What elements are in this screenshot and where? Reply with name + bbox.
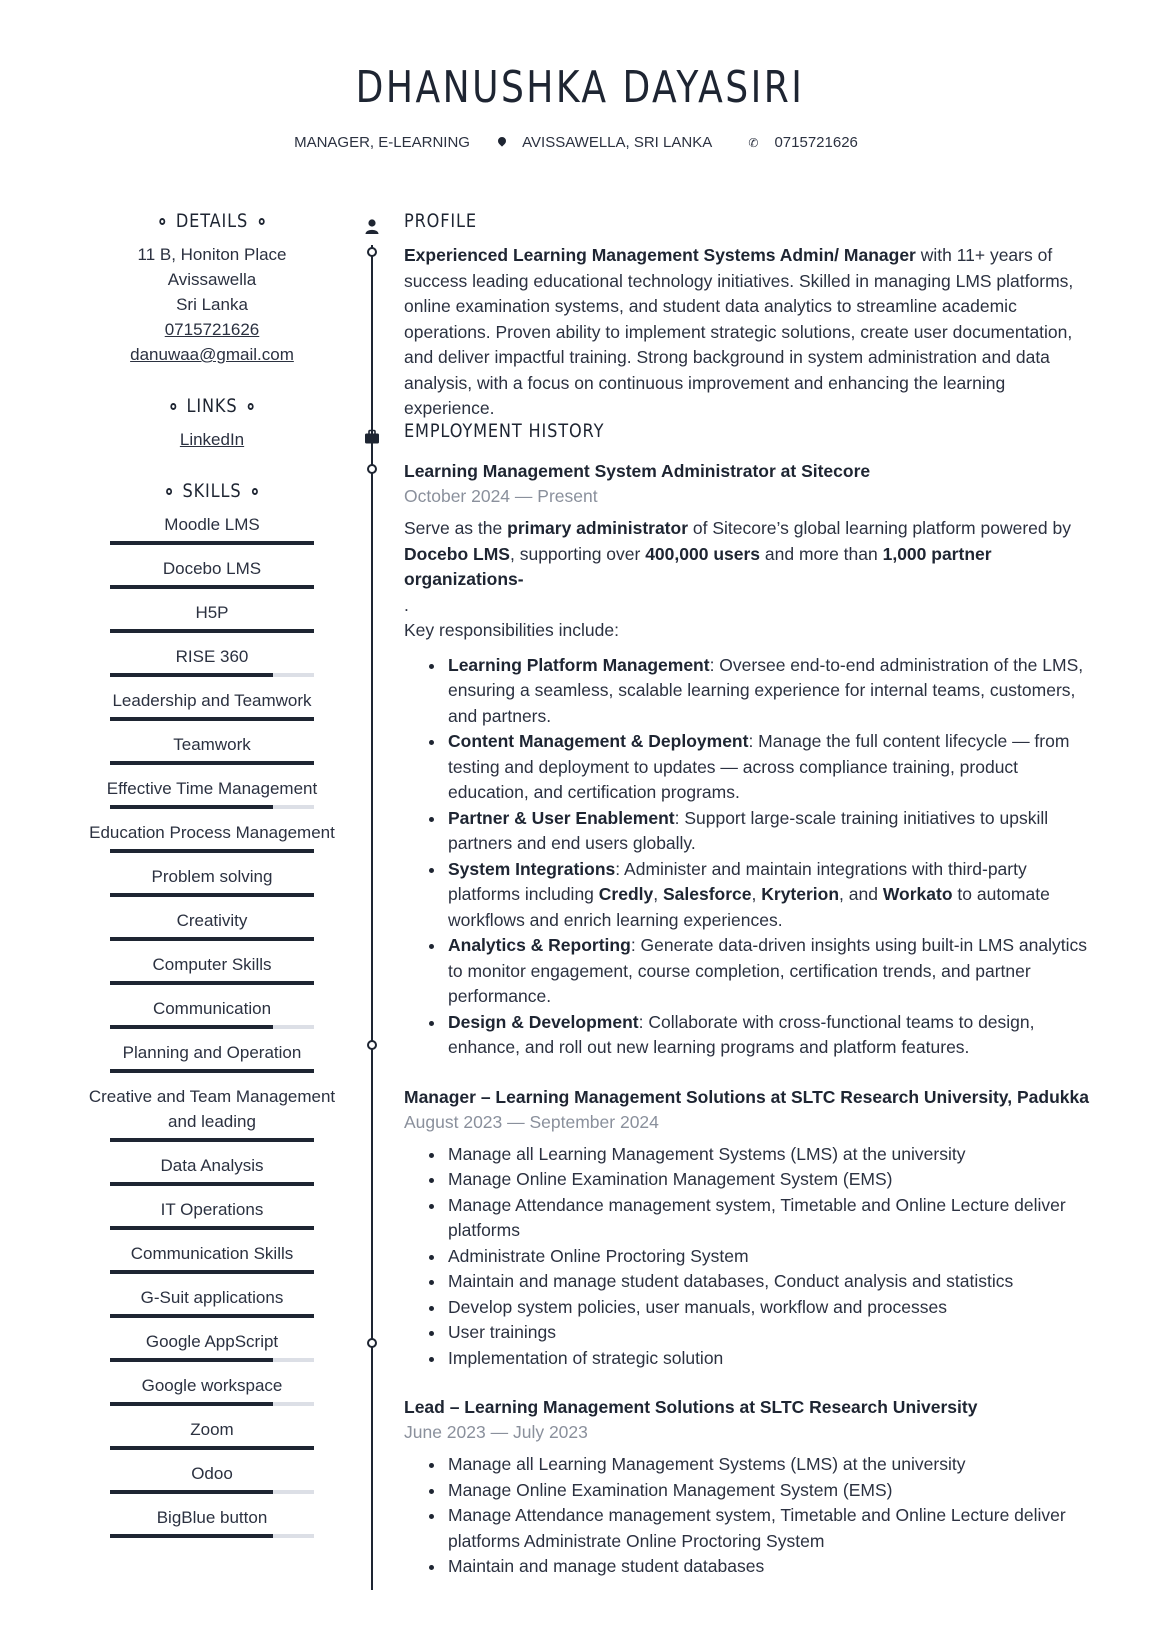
- details-heading-label: DETAILS: [175, 210, 249, 232]
- skill-level-fill: [110, 849, 314, 853]
- skills-heading: [100, 480, 324, 502]
- briefcase-icon: [363, 428, 381, 446]
- skill-level-fill: [110, 1182, 314, 1186]
- skill-item: [80, 1501, 344, 1538]
- ring-icon: [248, 403, 254, 410]
- job-key-label: Key responsibilities include:: [404, 620, 619, 640]
- skill-item: [80, 772, 344, 809]
- job-bullets: [424, 1452, 1090, 1580]
- skill-level-fill: [110, 1226, 314, 1230]
- skill-level-bar: [110, 981, 314, 985]
- skill-name: Communication Skills: [130, 1244, 294, 1263]
- phone-label: 0715721626: [774, 134, 858, 151]
- skill-name: BigBlue button: [156, 1508, 268, 1527]
- address-line: 11 B, Honiton Place: [137, 245, 287, 264]
- ring-icon: [160, 218, 166, 225]
- job-title-label: MANAGER, E-LEARNING: [294, 134, 470, 151]
- job-entry: [404, 1395, 1090, 1580]
- skill-level-bar: [110, 717, 314, 721]
- location-item: [490, 134, 720, 151]
- skill-level-bar: [110, 1025, 314, 1029]
- skill-level-bar: [110, 1534, 314, 1538]
- skill-name: Planning and Operation: [122, 1043, 302, 1062]
- skill-item: [80, 1080, 344, 1142]
- skill-level-fill: [110, 937, 314, 941]
- email-link[interactable]: danuwaa@gmail.com: [130, 345, 294, 364]
- job-date: October 2024 — Present: [404, 486, 598, 506]
- job-entry: [404, 1085, 1090, 1372]
- skill-item: [80, 860, 344, 897]
- map-pin-icon: [498, 137, 506, 148]
- skill-level-fill: [110, 1402, 273, 1406]
- timeline-dot: [367, 247, 377, 257]
- resume-name: DHANUSHKA DAYASIRI: [355, 62, 805, 113]
- skill-item: [80, 1281, 344, 1318]
- profile-section: [404, 210, 1090, 422]
- profile-lead: Experienced Learning Management Systems Admin/ Manager: [404, 245, 916, 265]
- ring-icon: [170, 403, 176, 410]
- skill-item: [80, 992, 344, 1029]
- skill-item: [80, 1036, 344, 1073]
- person-icon: [363, 218, 381, 236]
- skill-level-fill: [110, 761, 314, 765]
- employment-heading: EMPLOYMENT HISTORY: [404, 420, 605, 442]
- timeline-line: [371, 245, 373, 1590]
- skill-item: [80, 1369, 344, 1406]
- list-item: Maintain and manage student databases, Conduct analysis and statistics: [424, 1269, 1090, 1295]
- list-item: Analytics & Reporting: Generate data-driven insights using built-in LMS analytics to monitor engagement, course completion, certification trends, and partner performance.: [424, 933, 1090, 1010]
- job-date: June 2023 — July 2023: [404, 1422, 588, 1442]
- details-block: [80, 242, 344, 367]
- skill-level-bar: [110, 1182, 314, 1186]
- list-item: Manage Attendance management system, Timetable and Online Lecture deliver platforms Administrate Online Proctoring System: [424, 1503, 1090, 1554]
- skill-level-fill: [110, 1358, 273, 1362]
- list-item: Manage Online Examination Management System (EMS): [424, 1167, 1090, 1193]
- skill-item: [80, 684, 344, 721]
- ring-icon: [166, 488, 172, 495]
- skill-name: G-Suit applications: [140, 1288, 284, 1307]
- list-item: Content Management & Deployment: Manage the full content lifecycle — from testing and deployment to updates — across compliance training, product education, and certification programs.: [424, 729, 1090, 806]
- skill-level-bar: [110, 1270, 314, 1274]
- skill-name: Creative and Team Management and leading: [88, 1087, 336, 1131]
- skill-name: RISE 360: [175, 647, 249, 666]
- list-item: Manage all Learning Management Systems (LMS) at the university: [424, 1142, 1090, 1168]
- skill-name: Creativity: [176, 911, 248, 930]
- skill-item: [80, 1149, 344, 1186]
- skill-level-bar: [110, 849, 314, 853]
- skill-level-bar: [110, 585, 314, 589]
- skill-name: Communication: [152, 999, 272, 1018]
- skill-level-fill: [110, 1138, 314, 1142]
- skill-level-bar: [110, 673, 314, 677]
- links-heading-label: LINKS: [186, 395, 238, 417]
- ring-icon: [252, 488, 258, 495]
- list-item: Manage all Learning Management Systems (LMS) at the university: [424, 1452, 1090, 1478]
- job-bullets: [424, 1142, 1090, 1372]
- address-line: Avissawella: [167, 270, 257, 289]
- skill-level-fill: [110, 1270, 314, 1274]
- skill-name: Effective Time Management: [106, 779, 318, 798]
- phone-link[interactable]: 0715721626: [164, 320, 260, 339]
- skill-level-fill: [110, 717, 314, 721]
- skill-level-bar: [110, 1402, 314, 1406]
- skill-item: [80, 552, 344, 589]
- skill-item: [80, 596, 344, 633]
- skill-item: [80, 640, 344, 677]
- ring-icon: [258, 218, 264, 225]
- list-item: User trainings: [424, 1320, 1090, 1346]
- skill-name: H5P: [195, 603, 229, 622]
- skill-level-fill: [110, 585, 314, 589]
- list-item: Manage Online Examination Management System (EMS): [424, 1478, 1090, 1504]
- skill-item: [80, 904, 344, 941]
- skill-level-bar: [110, 1069, 314, 1073]
- skill-level-fill: [110, 1490, 273, 1494]
- skill-item: [80, 1413, 344, 1450]
- job-date: August 2023 — September 2024: [404, 1111, 659, 1132]
- skill-level-bar: [110, 1358, 314, 1362]
- skill-name: IT Operations: [160, 1200, 264, 1219]
- skill-item: [80, 1237, 344, 1274]
- skill-item: [80, 948, 344, 985]
- list-item: Partner & User Enablement: Support large-scale training initiatives to upskill partners and end users globally.: [424, 806, 1090, 857]
- timeline-dot: [367, 1338, 377, 1348]
- job-title: Manager – Learning Management Solutions at SLTC Research University, Padukka: [404, 1086, 1089, 1107]
- skill-name: Odoo: [191, 1464, 233, 1483]
- skill-level-bar: [110, 805, 314, 809]
- list-item: Maintain and manage student databases: [424, 1554, 1090, 1580]
- skill-item: [80, 816, 344, 853]
- skill-name: Data Analysis: [160, 1156, 264, 1175]
- skill-level-bar: [110, 1490, 314, 1494]
- list-item: Implementation of strategic solution: [424, 1346, 1090, 1372]
- skills-heading-label: SKILLS: [182, 480, 242, 502]
- skill-name: Leadership and Teamwork: [112, 691, 312, 710]
- skill-level-fill: [110, 1534, 273, 1538]
- skill-level-bar: [110, 1138, 314, 1142]
- skill-item: [80, 508, 344, 545]
- skill-level-bar: [110, 1226, 314, 1230]
- location-label: AVISSAWELLA, SRI LANKA: [522, 134, 713, 151]
- skill-name: Docebo LMS: [162, 559, 262, 578]
- skill-name: Zoom: [190, 1420, 234, 1439]
- profile-heading: PROFILE: [404, 210, 477, 232]
- skill-name: Google workspace: [141, 1376, 283, 1395]
- skill-name: Moodle LMS: [164, 515, 260, 534]
- job-title: Learning Management System Administrator at Sitecore: [404, 461, 871, 481]
- skill-level-fill: [110, 1446, 314, 1450]
- skill-level-bar: [110, 937, 314, 941]
- list-item: System Integrations: Administer and maintain integrations with third-party platforms including Credly, Salesforce, Kryterion, and Workato to automate workflows and enrich learning experiences.: [424, 857, 1090, 934]
- phone-item: [740, 134, 866, 151]
- list-item: Learning Platform Management: Oversee end-to-end administration of the LMS, ensuring a seamless, scalable learning experience for internal teams, customers, and partners.: [424, 653, 1090, 730]
- sidebar: [80, 210, 344, 1545]
- skill-level-fill: [110, 1025, 273, 1029]
- list-item: Administrate Online Proctoring System: [424, 1244, 1090, 1270]
- skill-level-fill: [110, 541, 314, 545]
- skill-level-fill: [110, 893, 314, 897]
- job-title: Lead – Learning Management Solutions at SLTC Research University: [404, 1397, 978, 1417]
- skill-level-bar: [110, 1446, 314, 1450]
- job-intro: Serve as the primary administrator of Sitecore’s global learning platform powered by Docebo LMS, supporting over 400,000 users and more than 1,000 partner organizations- .: [404, 518, 1071, 615]
- skill-level-fill: [110, 629, 314, 633]
- skill-name: Google AppScript: [145, 1332, 279, 1351]
- skill-item: [80, 1457, 344, 1494]
- header-contact-line: [0, 134, 1160, 151]
- skill-level-bar: [110, 761, 314, 765]
- skill-item: [80, 1325, 344, 1362]
- skill-level-bar: [110, 1314, 314, 1318]
- skill-level-fill: [110, 1069, 314, 1073]
- skill-level-fill: [110, 981, 314, 985]
- list-item: Manage Attendance management system, Timetable and Online Lecture deliver platforms: [424, 1193, 1090, 1244]
- skills-list: [80, 508, 344, 1538]
- job-entry: [404, 459, 1090, 1061]
- skill-level-bar: [110, 541, 314, 545]
- list-item: Design & Development: Collaborate with cross-functional teams to design, enhance, and roll out new learning programs and platform features.: [424, 1010, 1090, 1061]
- skill-name: Education Process Management: [89, 823, 335, 842]
- skill-item: [80, 728, 344, 765]
- profile-text: [404, 243, 1090, 422]
- skill-level-bar: [110, 893, 314, 897]
- timeline-dot: [367, 464, 377, 474]
- employment-section: [404, 420, 1090, 1580]
- skill-name: Computer Skills: [152, 955, 272, 974]
- job-bullets: [424, 653, 1090, 1061]
- skill-level-fill: [110, 805, 273, 809]
- details-heading: [100, 210, 324, 232]
- skill-item: [80, 1193, 344, 1230]
- skill-name: Problem solving: [151, 867, 273, 886]
- linkedin-link[interactable]: LinkedIn: [179, 430, 245, 449]
- phone-icon: ✆: [748, 136, 759, 150]
- address-line: Sri Lanka: [176, 295, 248, 314]
- list-item: Develop system policies, user manuals, workflow and processes: [424, 1295, 1090, 1321]
- skill-name: Teamwork: [173, 735, 251, 754]
- timeline-dot: [367, 1040, 377, 1050]
- skill-level-fill: [110, 1314, 314, 1318]
- profile-body: with 11+ years of success leading educational technology initiatives. Skilled in managing LMS platforms, online examination systems, and student data analytics to streamline academic operations. Proven ability to implement strategic solutions, create user documentation, and deliver impactful training. Strong background in system administration and data analysis, with a focus on continuous improvement and enhancing the learning experience.: [404, 245, 1074, 418]
- skill-level-bar: [110, 629, 314, 633]
- skill-level-fill: [110, 673, 273, 677]
- links-heading: [100, 395, 324, 417]
